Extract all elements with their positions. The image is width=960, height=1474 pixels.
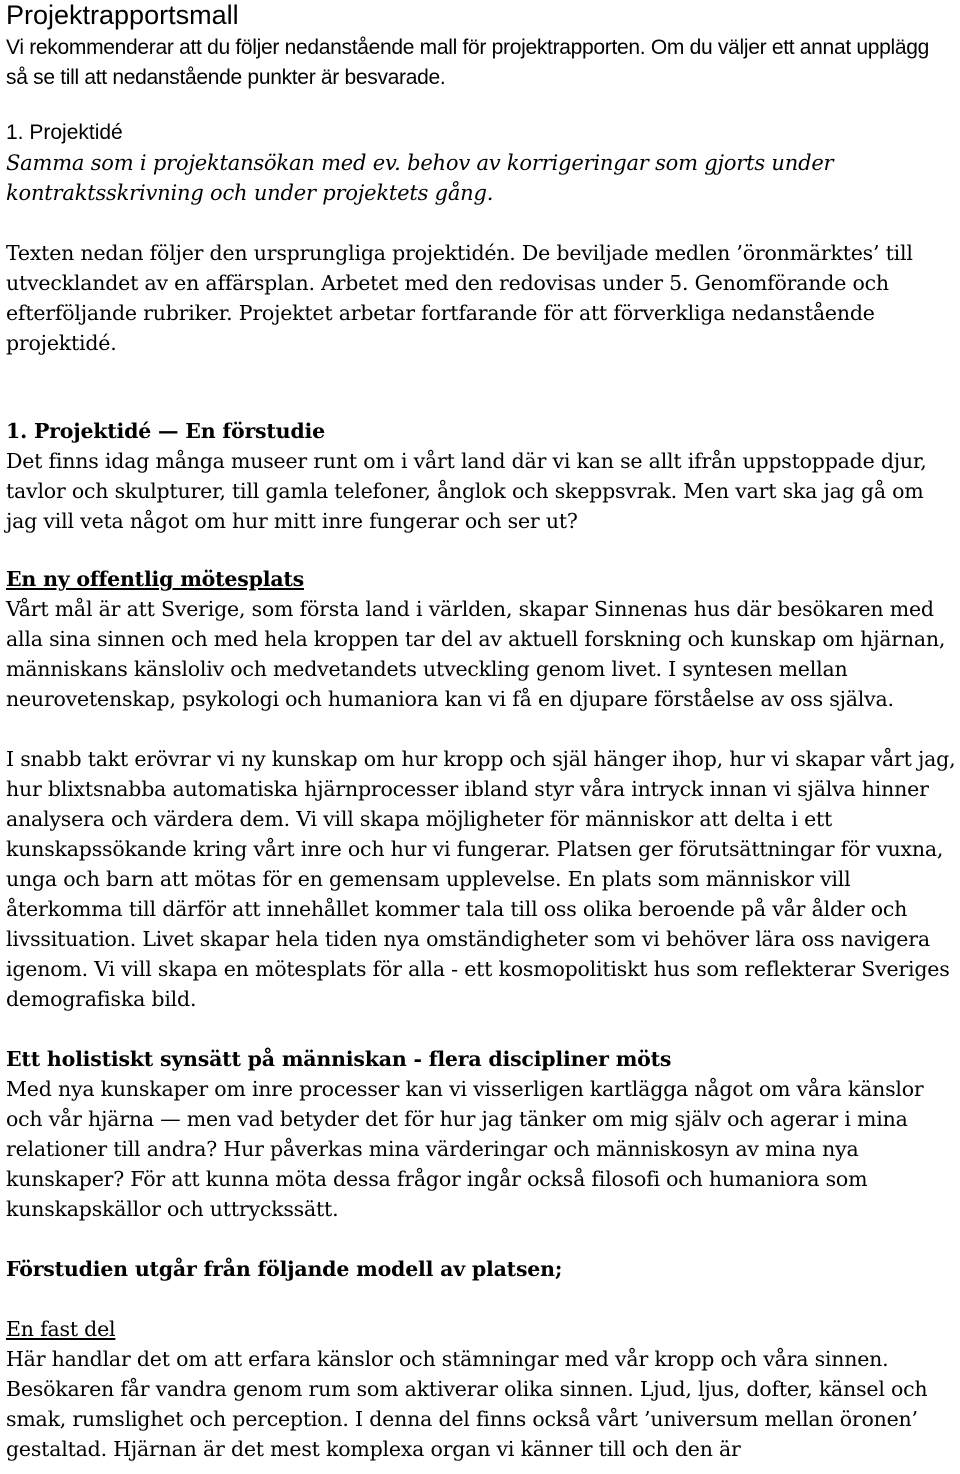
section-note: Samma som i projektansökan med ev. behov av korrigeringar som gjorts under kontraktsskrivning och under projektets gång. <box>6 151 834 205</box>
holistic-heading: Ett holistiskt synsätt på människan - flera discipliner möts <box>6 1047 672 1071</box>
section-heading-projektide: 1. Projektidé <box>6 121 123 144</box>
fixed-part-heading: En fast del <box>6 1317 116 1341</box>
holistic-paragraph: Med nya kunskaper om inre processer kan vi visserligen kartlägga något om våra känslor och vår hjärna — men vad betyder det för hur jag tänker om mig själv och agerar i mina relationer till andra? Hur påverkas mina värderingar och människosyn av mina nya kunskaper? För att kunna möta dessa frågor ingår också filosofi och humaniora som kunskapskällor och uttryckssätt. <box>6 1077 924 1221</box>
document-title: Projektrapportsmall <box>6 0 239 30</box>
meeting-place-heading: En ny offentlig mötesplats <box>6 567 305 591</box>
document-page <box>6 0 956 1464</box>
project-intro-text: Det finns idag många museer runt om i vårt land där vi kan se allt ifrån uppstoppade djur, tavlor och skulpturer, till gamla telefoner, ånglok och skeppsvrak. Men vart ska jag gå om jag vill veta något om hur mitt inre fungerar och ser ut? <box>6 449 927 533</box>
fixed-part-paragraph: Här handlar det om att erfara känslor och stämningar med vår kropp och våra sinnen. Besökaren får vandra genom rum som aktiverar olika sinnen. Ljud, ljus, dofter, känsel och smak, rumslighet och perception. I denna del finns också vårt ’universum mellan öronen’ gestaltad. Hjärnan är det mest komplexa organ vi känner till och den är <box>6 1347 928 1461</box>
intro-text: Vi rekommenderar att du följer nedanstående mall för projektrapporten. Om du väljer ett annat upplägg så se till att nedanstående punkter är besvarade. <box>6 36 930 89</box>
project-heading: 1. Projektidé — En förstudie <box>6 419 325 443</box>
meeting-place-paragraph-1: Vårt mål är att Sverige, som första land i världen, skapar Sinnenas hus där besökaren med alla sina sinnen och med hela kroppen tar del av aktuell forskning och kunskap om hjärnan, människans känsloliv och medvetandets utveckling genom livet. I syntesen mellan neurovetenskap, psykologi och humaniora kan vi få en djupare förståelse av oss själva. <box>6 597 946 711</box>
meeting-place-paragraph-2: I snabb takt erövrar vi ny kunskap om hur kropp och själ hänger ihop, hur vi skapar vårt jag, hur blixtsnabba automatiska hjärnprocesser ibland styr våra intryck innan vi själva hinner analysera och värdera dem. Vi vill skapa möjligheter för människor att delta i ett kunskapssökande kring vårt inre och hur vi fungerar. Platsen ger förutsättningar för vuxna, unga och barn att mötas för en gemensam upplevelse. En plats som människor vill återkomma till därför att innehållet kommer tala till oss olika beroende på vår ålder och livssituation. Livet skapar hela tiden nya omständigheter som vi behöver lära oss navigera igenom. Vi vill skapa en mötesplats för alla - ett kosmopolitiskt hus som reflekterar Sveriges demografiska bild. <box>6 747 956 1011</box>
study-model-heading: Förstudien utgår från följande modell av platsen; <box>6 1257 563 1281</box>
original-project-idea-text: Texten nedan följer den ursprungliga projektidén. De beviljade medlen ’öronmärktes’ till utvecklandet av en affärsplan. Arbetet med den redovisas under 5. Genomförande och efterföljande rubriker. Projektet arbetar fortfarande för att förverkliga nedanstående projektidé. <box>6 241 913 355</box>
